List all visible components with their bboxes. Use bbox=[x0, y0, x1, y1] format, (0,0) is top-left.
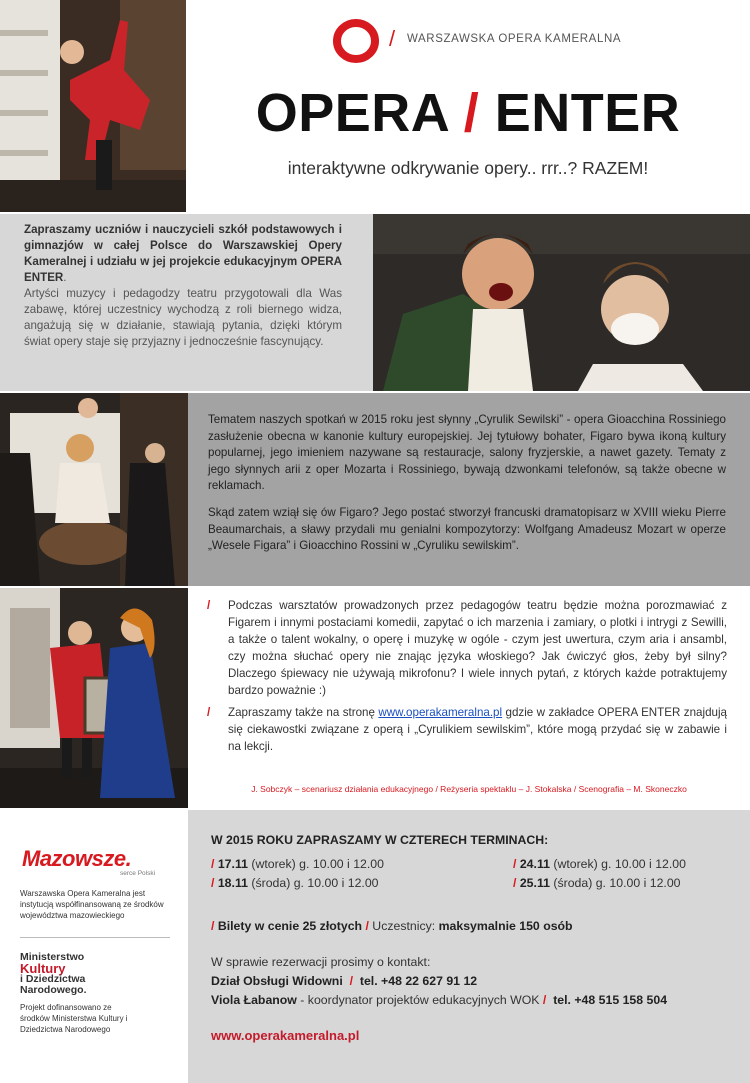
photo-figaro-laughing bbox=[373, 214, 750, 391]
page-title bbox=[186, 82, 750, 144]
credits-line: J. Sobczyk – scenariusz działania edukacyjnego / Reżyseria spektaklu – J. Stokalska / Scenografia – M. Skoneczko bbox=[251, 784, 687, 794]
mazowsze-logo: Mazowsze. bbox=[22, 846, 132, 871]
workshop-bullet-2 bbox=[207, 704, 727, 755]
schedule-heading: W 2015 ROKU ZAPRASZAMY W CZTERECH TERMINACH: bbox=[211, 833, 549, 847]
contact-1-name: Dział Obsługi Widowni bbox=[211, 974, 343, 988]
tickets-line: / Bilety w cenie 25 złotych / Uczestnicy: maksymalnie 150 osób bbox=[211, 919, 573, 933]
brand-name: WARSZAWSKA OPERA KAMERALNA bbox=[407, 33, 622, 45]
bullet-slash: / bbox=[207, 599, 211, 612]
ministry-line-4: Narodowego. bbox=[20, 984, 87, 996]
mazowsze-tagline: serce Polski bbox=[120, 870, 156, 877]
mazowsze-note: Warszawska Opera Kameralna jest instytucją współfinansowaną ze środków województwa mazowieckiego bbox=[20, 889, 164, 920]
workshop-text bbox=[207, 597, 727, 755]
photo-bath-scene bbox=[0, 393, 188, 586]
participants-value: maksymalnie 150 osób bbox=[438, 919, 573, 933]
workshop-bullet-2-post: gdzie w zakładce OPERA ENTER znajdują się ciekawostki związane z operą i „Cyrulikiem sewilskim”, które mogą przydać się w zabawie i na lekcji. bbox=[228, 706, 727, 753]
contact-2-role: - koordynator projektów edukacyjnych WOK bbox=[296, 993, 543, 1007]
intro-text bbox=[24, 222, 342, 350]
bullet-slash: / bbox=[207, 706, 211, 719]
contact-1-phone: tel. +48 22 627 91 12 bbox=[359, 974, 478, 988]
intro-lead-end: . bbox=[63, 271, 67, 284]
contact-2-phone: tel. +48 515 158 504 bbox=[553, 993, 668, 1007]
contact-line-1: Dział Obsługi Widowni / tel. +48 22 627 91 12 bbox=[211, 974, 478, 988]
ministry-line-2: Kultury bbox=[20, 961, 66, 976]
footer-website-link[interactable]: www.operakameralna.pl bbox=[211, 1028, 360, 1043]
tagline: interaktywne odkrywanie opery.. rrr..? RAZEM! bbox=[287, 158, 649, 178]
opera-logo-icon bbox=[333, 18, 379, 64]
workshop-bullet-1-text: Podczas warsztatów prowadzonych przez pedagogów teatru będzie można porozmawiać z Figarem i innymi postaciami komedii, zapytać o ich marzenia i zamiary, o plotki i intrygi z Sewilli, a także o talent wokalny, o operę i muzykę w ogóle - czym jest uwertura, czym aria i ansambl, czy można słuchać opery nie znając języka włoskiego? Jak ćwiczyć głos, żeby był silny? Dlaczego śpiewacy nie używają mikrofonu? I wiele innych pytań, z których każde potraktujemy bardzo poważnie :) bbox=[228, 599, 727, 697]
contact-line-2: Viola Łabanow - koordynator projektów edukacyjnych WOK / tel. +48 515 158 504 bbox=[211, 993, 668, 1007]
intro-body: Artyści muzycy i pedagodzy teatru przygotowali dla Was zabawę, której uczestnicy wychodzą z roli biernego widza, angażują się w działanie, stawiają pytania, dzięki którym świat opery staje się przyjazny i jednocześnie fascynujący. bbox=[24, 287, 342, 348]
topic-paragraph-1: Tematem naszych spotkań w 2015 roku jest słynny „Cyrulik Sewilski” - opera Gioacchina Rossiniego zasłużenie obecna w kanonie kultury europejskiej. Jej tytułowy bohater, Figaro bywa ikoną kultury popularnej, jego imieniem nazywane są restauracje, salony fryzjerskie, a nawet gazety. Tematy z jego słynnych arii z oper Mozarta i Rossiniego, bywają dzwonkami telefonów, są także obecne w reklamach. bbox=[208, 413, 726, 493]
ministry-note: Projekt dofinansowano ze środków Ministerstwa Kultury i Dziedzictwa Narodowego bbox=[20, 1003, 128, 1034]
contact-2-name: Viola Łabanow bbox=[211, 993, 297, 1007]
intro-lead: Zapraszamy uczniów i nauczycieli szkół podstawowych i gimnazjów w całej Polsce do Warszawskiej Opery Kameralnej i udziału w jej projekcie edukacyjnym OPERA ENTER bbox=[24, 223, 342, 284]
participants-label: Uczestnicy: bbox=[368, 919, 439, 933]
workshop-bullet-1 bbox=[207, 597, 727, 699]
brand-slash: / bbox=[389, 26, 396, 51]
date-row: / 24.11 (wtorek) g. 10.00 i 12.00 bbox=[513, 857, 686, 871]
contact-intro: W sprawie rezerwacji prosimy o kontakt: bbox=[211, 955, 431, 969]
ministry-line-1: Ministerstwo bbox=[20, 951, 85, 963]
date-row: / 17.11 (wtorek) g. 10.00 i 12.00 bbox=[211, 857, 384, 871]
title-enter: ENTER bbox=[494, 83, 681, 143]
topic-text bbox=[208, 412, 726, 555]
workshop-bullet-2-pre: Zapraszamy także na stronę bbox=[228, 706, 379, 719]
ministry-line-3: i Dziedzictwa bbox=[20, 973, 86, 985]
topic-paragraph-2: Skąd zatem wziął się ów Figaro? Jego postać stworzył francuski dramatopisarz w XVIII wieku Pierre Beaumarchais, a sławy przydali mu genialni kompozytorzy: Wolfgang Amadeusz Mozart w operze „Wesele Figara” i Gioacchino Rossini w „Cyruliku sewilskim”. bbox=[208, 505, 726, 553]
website-link[interactable]: www.operakameralna.pl bbox=[378, 706, 503, 719]
title-opera: OPERA bbox=[255, 83, 449, 143]
sponsor-divider bbox=[20, 937, 170, 938]
photo-figaro-jumping bbox=[0, 0, 186, 212]
date-row: / 18.11 (środa) g. 10.00 i 12.00 bbox=[211, 876, 379, 890]
photo-figaro-rosina bbox=[0, 588, 188, 808]
date-row: / 25.11 (środa) g. 10.00 i 12.00 bbox=[513, 876, 681, 890]
tickets-price: Bilety w cenie 25 złotych bbox=[217, 919, 363, 933]
title-slash: / bbox=[463, 83, 480, 143]
ministry-logo bbox=[20, 952, 87, 996]
